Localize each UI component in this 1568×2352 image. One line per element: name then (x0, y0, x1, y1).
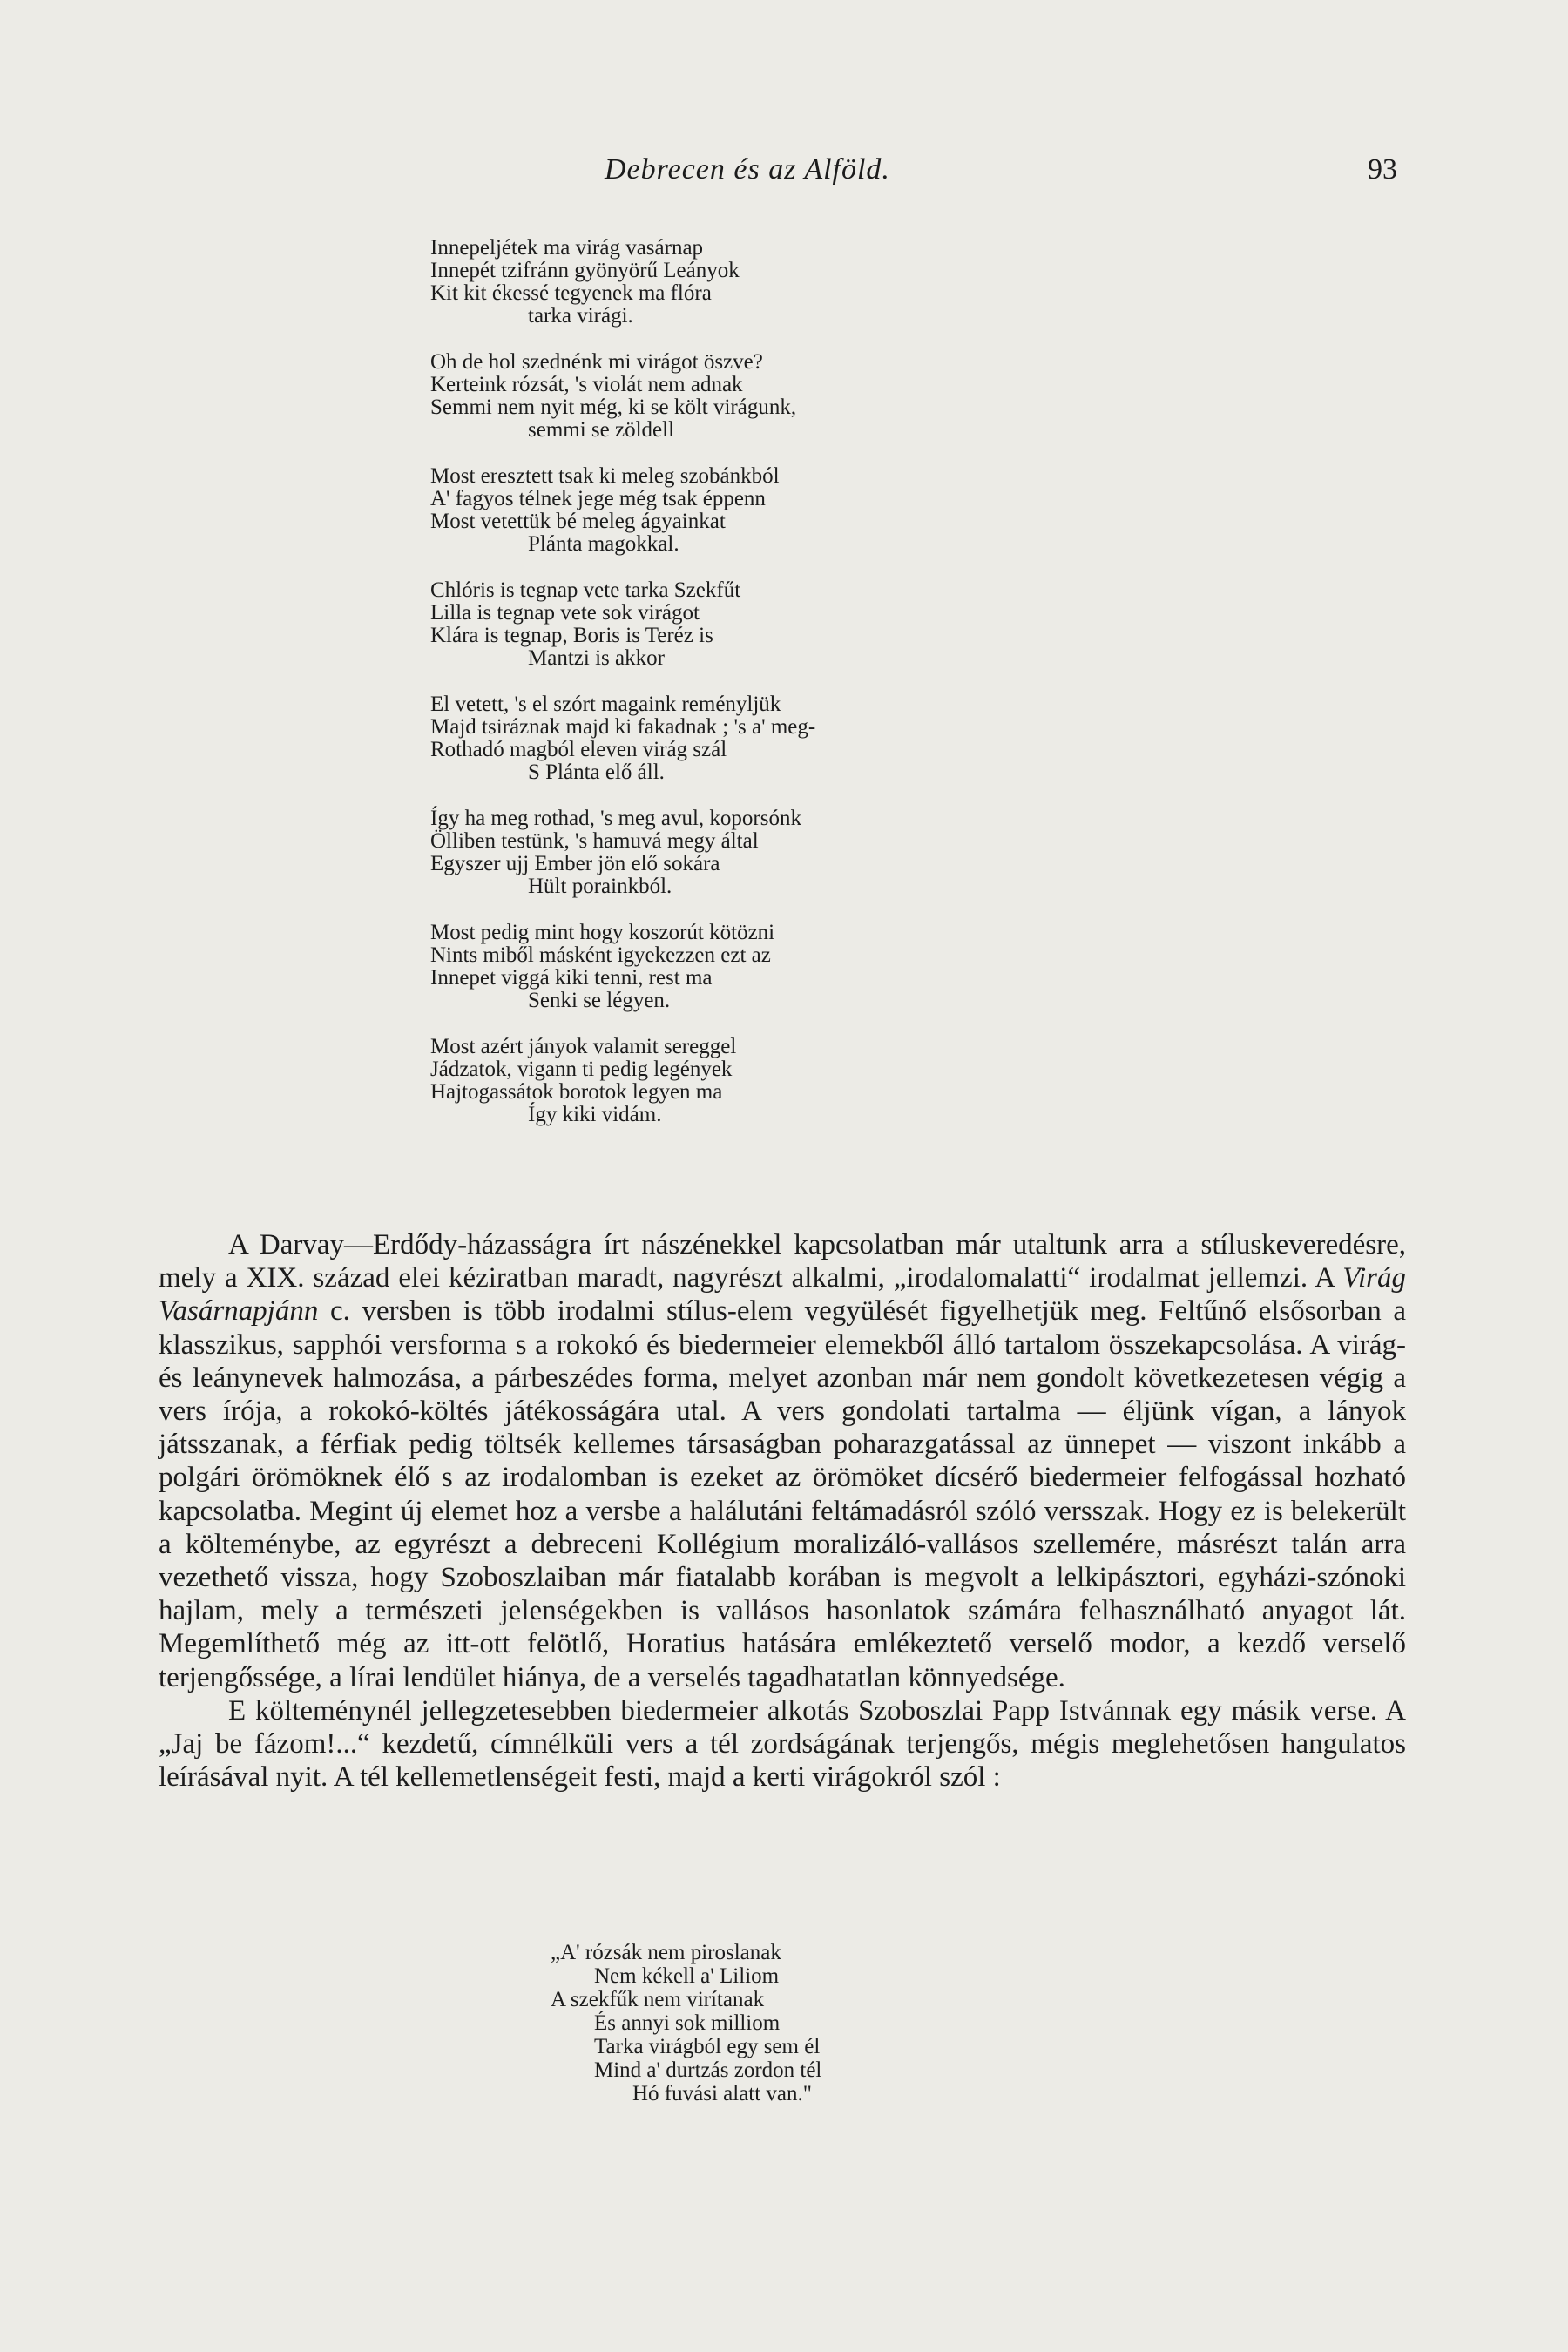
poem-stanza (430, 351, 1058, 442)
poem-line: Semmi nem nyit még, ki se költ virágunk, (430, 395, 797, 419)
poem-stanza (430, 808, 1058, 898)
quote-line: Mind a' durtzás zordon tél (594, 2058, 822, 2082)
poem-line: Lilla is tegnap vete sok virágot (430, 601, 700, 625)
paragraph-text: E költeménynél jellegzetesebben biedermeier alkotás Szoboszlai Papp Istvánnak egy másik verse. A „Jaj be fázom!...“ kezdetű, címnélküli vers a tél zordságának terjengős, mégis meglehetősen hangulatos leírásával nyit. A tél kellemetlenségeit festi, majd a kerti virágokról szól : (159, 1694, 1406, 1794)
poem-line: Majd tsiráznak majd ki fakadnak ; 's a' meg- (430, 715, 816, 739)
poem-line: Innepét tzifránn gyönyörű Leányok (430, 259, 740, 282)
poem-line: Nints miből másként igyekezzen ezt az (430, 943, 771, 967)
poem-line: A' fagyos télnek jege még tsak éppenn (430, 487, 766, 510)
poem-line: Egyszer ujj Ember jön elő sokára (430, 852, 720, 875)
poem-line: Innepet viggá kiki tenni, rest ma (430, 966, 713, 990)
paragraph (159, 1694, 1406, 1794)
paragraph (159, 1228, 1406, 1694)
poem-stanza (430, 693, 1058, 784)
poem-line: Plánta magokkal. (528, 532, 679, 556)
poem-line: Mantzi is akkor (528, 646, 665, 670)
poem-line: Chlóris is tegnap vete tarka Szekfűt (430, 578, 741, 602)
poem-line: Jádzatok, vigann ti pedig legények (430, 1058, 733, 1081)
poem-line: Hajtogassátok borotok legyen ma (430, 1080, 723, 1104)
poem-stanza (430, 465, 1058, 556)
quote-line: A szekfűk nem virítanak (551, 1988, 765, 2011)
poem-line: semmi se zöldell (528, 418, 675, 442)
running-title: Debrecen és az Alföld. (605, 153, 890, 186)
poem-block (430, 237, 1058, 1150)
poem-line: Klára is tegnap, Boris is Teréz is (430, 624, 713, 647)
poem-line: Most azért jányok valamit sereggel (430, 1035, 737, 1058)
poem-line: Oh de hol szednénk mi virágot öszve? (430, 350, 763, 374)
poem-line: Innepeljétek ma virág vasárnap (430, 236, 704, 260)
paragraph-text: A Darvay—Erdődy-házasságra írt nászénekkel kapcsolatban már utaltunk arra a stíluskeveredésre, mely a XIX. század elei kéziratban maradt, nagyrészt alkalmi, „irodalomalatti“ irodalmat jellemzi. A (159, 1229, 1406, 1294)
poem-line: Most pedig mint hogy koszorút kötözni (430, 921, 775, 944)
quote-line: Hó fuvási alatt van." (632, 2082, 812, 2105)
body-text (159, 1228, 1406, 1794)
poem-line: Rothadó magból eleven virág szál (430, 738, 727, 761)
poem-line: Kerteink rózsát, 's violát nem adnak (430, 373, 743, 396)
poem-line: Ölliben testünk, 's hamuvá megy által (430, 829, 759, 853)
poem-line: Senki se légyen. (528, 989, 671, 1012)
italic-title: Virág Vasárnapjánn (159, 1262, 1406, 1328)
poem-line: El vetett, 's el szórt magaink reményljük (430, 693, 781, 716)
poem-line: Most vetettük bé meleg ágyainkat (430, 510, 726, 533)
quote-line: És annyi sok milliom (594, 2011, 781, 2035)
poem-line: tarka virági. (528, 304, 633, 328)
quote-line: „A' rózsák nem piroslanak (551, 1941, 781, 1964)
quote-line: Tarka virágból egy sem él (594, 2035, 821, 2058)
poem-line: Kit kit ékessé tegyenek ma flóra (430, 281, 712, 305)
running-head (0, 153, 1568, 192)
page-number: 93 (1368, 153, 1397, 186)
poem-line: Így kiki vidám. (528, 1103, 662, 1126)
poem-stanza (430, 922, 1058, 1012)
poem-line: Most eresztett tsak ki meleg szobánkból (430, 464, 780, 488)
poem-line: Így ha meg rothad, 's meg avul, koporsónk (430, 807, 801, 830)
poem-line: Hült porainkból. (528, 875, 672, 898)
paragraph-text: c. versben is több irodalmi stílus-elem vegyülését figyelhetjük meg. Feltűnő elsősorban a klasszikus, sapphói versforma s a rokokó és biedermeier elemekből álló tartalom összekapcsolása. A virág- és leánynevek halmozása, a párbeszédes forma, melyet azonban már nem gondolt következetesen végig a vers írója, a rokokó-költés játékosságára utal. A vers gondolati tartalma — éljünk vígan, a lányok játsszanak, a férfiak pedig töltsék kellemes társaságban poharazgatással az ünnepet — viszont inkább a polgári örömöknek élő s az irodalomban is ezeket az örömöket dícsérő biedermeier felfogással hozható kapcsolatba. Megint új elemet hoz a versbe a halálutáni feltámadásról szóló versszak. Hogy ez is belekerült a költeménybe, az egyrészt a debreceni Kollégium moralizáló-vallásos szellemére, másrészt talán arra vezethető vissza, hogy Szoboszlaiban már fiatalabb korában is megvolt a lelkipásztori, egyházi-szónoki hajlam, mely a természeti jelenségekben is vallásos hasonlatok számára felhasználható anyagot lát. Megemlíthető még az itt-ott felötlő, Horatius hatására emlékeztető verselő modor, a kezdő verselő terjengőssége, a lírai lendület hiánya, de a verselés tagadhatatlan könnyedsége. (159, 1295, 1406, 1693)
poem-line: S Plánta elő áll. (528, 760, 665, 784)
poem-stanza (430, 1036, 1058, 1126)
quote-line: Nem kékell a' Liliom (594, 1964, 780, 1988)
poem-stanza (430, 237, 1058, 328)
poem-stanza (430, 579, 1058, 670)
quoted-poem (551, 1941, 1004, 2105)
